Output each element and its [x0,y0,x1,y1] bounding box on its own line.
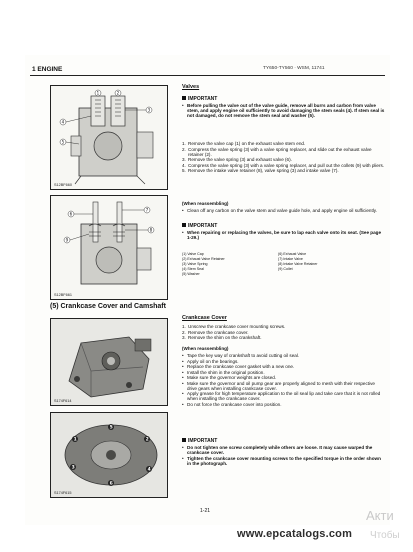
figure-caption: S174F615 [54,491,72,495]
valve-assembly-drawing [51,86,168,190]
svg-text:1: 1 [96,90,100,96]
model-code: TY650-TY560 · WSM, 11741 [263,66,325,71]
legend-item: (8) Intake Valve Retainer [278,261,318,266]
svg-text:8: 8 [149,227,153,233]
page-number: 1-21 [200,508,211,514]
figure-screw-order [50,412,168,498]
activation-overlay-line2: Чтобы [370,530,400,541]
svg-text:5: 5 [109,425,113,431]
svg-text:4: 4 [61,119,65,125]
important-marker [182,96,186,100]
figure-crankcase-cover [50,318,168,406]
figure-caption: S174F614 [54,399,72,403]
chapter-heading: 1 ENGINE [32,66,63,73]
reassembling-heading: (When reassembling) [182,346,229,351]
crankcase-reassembling-list [182,353,386,407]
list-item: 5. Remove the intake valve retainer (8), valve spring (3) and intake valve (7). [182,168,339,174]
legend-item: (9) Collet [278,266,293,271]
list-item: • When repairing or replacing the valves, be sure to lap each valve onto its seat. (See page 1-29.) [182,230,386,240]
list-item: • Tape the key way of crankshaft to avoid cutting oil seal. [182,353,386,358]
svg-text:1: 1 [73,437,77,443]
svg-text:5: 5 [61,139,65,145]
list-item: • Apply oil on the bearings. [182,359,386,364]
legend-item: (1) Valve Cap [182,252,204,256]
valves-reassembling-list [182,208,386,214]
list-item: • Before pulling the valve out of the valve guide, remove all burrs and carbon from valve stem, and apply engine oil sufficiently to avoid damaging the stem seals (4). If stem seal is not damaged, do not remove the stem seal and washer (5). [182,103,386,119]
valves-important2-list [182,230,386,241]
important-marker [182,438,186,442]
list-item: • Install the shim in the original position. [182,370,386,375]
svg-text:7: 7 [145,207,149,213]
legend-item: (5) Washer [182,271,200,276]
figure-caption: S12BF660 [54,183,72,187]
important-label: IMPORTANT [188,96,218,102]
figure-valve-assembly [50,85,168,190]
valves-steps [182,141,386,174]
parts-legend [182,252,374,277]
important-label: IMPORTANT [188,438,218,444]
screw-order-photo [51,413,168,498]
svg-text:9: 9 [65,237,69,243]
list-item: 2. Compress the valve spring (3) with a valve spring replacer, and slide out the exhaust valve retainer (2). [182,146,372,157]
legend-item: (7) Intake Valve [278,256,303,261]
valves-title: Valves [182,84,200,90]
list-item: 3. Remove the valve spring (3) and exhaust valve (6). [182,157,292,163]
list-item: 4. Compress the valve spring (3) with a valve spring replacer, and pull out the collets (9) with pliers. [182,162,385,168]
watermark-link[interactable]: www.epcatalogs.com [237,528,353,540]
list-item: 3. Remove the shim on the crankshaft. [182,335,262,340]
list-item: 2. Remove the crankcase cover. [182,329,249,335]
svg-text:2: 2 [116,90,120,96]
legend-item: (2) Exhaust Valve Retainer [182,256,225,261]
svg-text:2: 2 [145,437,149,443]
crankcase-steps [182,324,386,341]
legend-item: (6) Exhaust Valve [278,252,307,256]
section-heading: (5) Crankcase Cover and Camshaft [50,303,166,310]
list-item: 1. Unscrew the crankcase cover mounting screws. [182,324,286,329]
list-item: • Do not tighten one screw completely while others are loose. It may cause warped the crankcase cover. [182,445,386,455]
list-item: 1. Remove the valve cap (1) on the exhaust valve stem end. [182,141,306,146]
important-label: IMPORTANT [188,223,218,229]
list-item: • Replace the crankcase cover gasket with a new one. [182,364,386,369]
svg-text:3: 3 [147,107,151,113]
crankcase-important-list [182,445,386,466]
list-item: • Make sure the governor and oil pump gear are properly aligned to mesh with their respective drive gears when installing crankcase cover. [182,381,386,391]
valves-important-list [182,103,386,119]
svg-text:6: 6 [69,211,73,217]
legend-item [278,272,374,277]
valve-disassembly-drawing [51,196,168,300]
important-heading-3 [182,438,217,444]
list-item: • Do not force the crankcase cover into position. [182,402,386,407]
svg-text:3: 3 [71,465,75,471]
reassembling-heading: (When reassembling) [182,201,229,206]
list-item: • Make sure the governor weights are closed. [182,375,386,380]
crankcase-cover-photo [51,319,168,406]
svg-text:4: 4 [147,467,151,473]
important-heading-2 [182,223,217,229]
legend-item: (3) Valve Spring [182,261,208,266]
list-item: • Tighten the crankcase cover mounting screws to the specified torque in the order shown in the photograph. [182,456,386,466]
legend-item: (4) Stem Seal [182,266,204,271]
list-item: • Apply grease for high temperature application to the oil seal lip and take care that it is not rolled when installing the crankcase cover. [182,391,386,401]
important-marker [182,223,186,227]
figure-caption: S12BF661 [54,293,72,297]
figure-valve-disassembly [50,195,168,300]
important-heading [182,96,217,102]
activation-overlay-line1: Акти [366,508,394,523]
crankcase-cover-title: Crankcase Cover [182,315,227,321]
header-rule [30,75,385,76]
svg-text:6: 6 [109,481,113,487]
list-item: • Clean off any carbon on the valve stem and valve guide hole, and apply engine oil sufficiently. [182,208,386,213]
